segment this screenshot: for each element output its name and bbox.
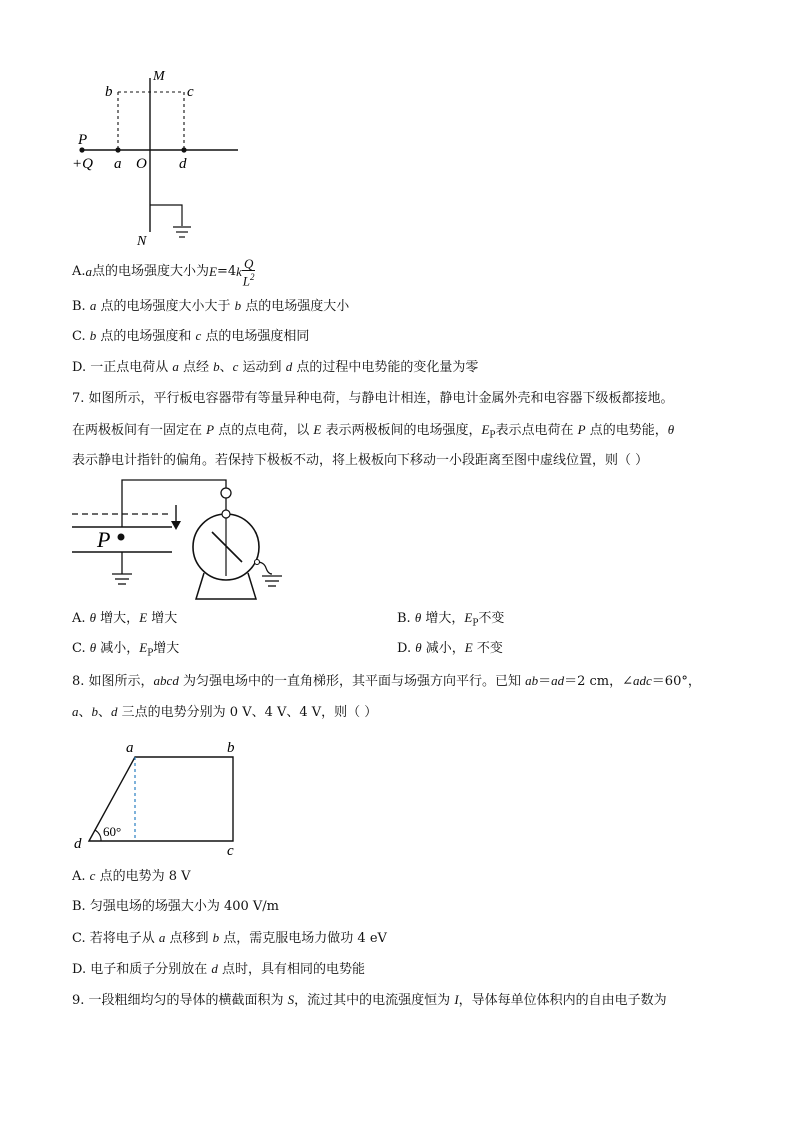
label-c: c	[187, 84, 194, 100]
label-angle-60: 60°	[103, 824, 122, 839]
q6-option-b: B. a 点的电场强度大小大于 b 点的电场强度大小	[72, 298, 350, 314]
q7-option-c: C. θ 减小，$E_P$增大	[72, 640, 180, 659]
q6-option-d: D. 一正点电荷从 a 点经 b、c 运动到 d 点的过程中电势能的变化量为零	[72, 359, 479, 375]
fraction-q-over-l2: $\frac{Q}{L^2}$	[242, 255, 255, 289]
label-a-fig8: a	[126, 740, 134, 756]
q8-option-a: A. c 点的电势为 8 V	[72, 868, 191, 884]
q8-option-b: B. 匀强电场的场强大小为 400 V/m	[72, 899, 279, 914]
q9-stem-line1: 9. 一段粗细均匀的导体的横截面积为 S，流过其中的电流强度恒为 I，导体每单位体积内的自由电子数为	[72, 992, 667, 1008]
q7-stem-line2: 在两极板间有一固定在 P 点的点电荷，以 E 表示两极板间的电场强度，$E_P$表示点电荷在 P 点的电势能，θ	[72, 422, 675, 441]
angle-arc	[95, 830, 101, 841]
q7-option-d: D. θ 减小，E 不变	[397, 640, 503, 656]
q8-stem-line1: 8. 如图所示，abcd 为匀强电场中的一直角梯形，其平面与场强方向平行。已知 ab＝ad＝2 cm，∠adc＝60°，	[72, 673, 701, 689]
q6-option-a: A. a 点的电场强度大小为 E =4 k $\frac{Q}{L^2}$	[72, 255, 255, 289]
label-n: N	[137, 234, 147, 249]
label-p-fig7: P	[97, 527, 111, 552]
q8-option-d: D. 电子和质子分别放在 d 点时，具有相同的电势能	[72, 961, 365, 977]
label-o: O	[136, 156, 147, 172]
label-b-fig8: b	[227, 740, 235, 756]
q8-stem-line2: a、b、d 三点的电势分别为 0 V、4 V、4 V，则（ ）	[72, 704, 378, 720]
label-b: b	[105, 84, 113, 100]
label-q: +Q	[72, 156, 93, 172]
label-d: d	[179, 156, 187, 172]
q7-option-a: A. θ 增大，E 增大	[72, 610, 178, 626]
q7-stem-line1: 7. 如图所示，平行板电容器带有等量异种电荷，与静电计相连，静电计金属外壳和电容器下级板都接地。	[72, 391, 674, 406]
label-p: P	[78, 132, 88, 148]
label-c-fig8: c	[227, 843, 234, 859]
q7-stem-line3: 表示静电计指针的偏角。若保持下极板不动，将上极板向下移动一小段距离至图中虚线位置，则（ ）	[72, 453, 649, 468]
label-a: a	[114, 156, 122, 172]
q8-option-c: C. 若将电子从 a 点移到 b 点，需克服电场力做功 4 eV	[72, 930, 387, 946]
q6-option-c: C. b 点的电场强度和 c 点的电场强度相同	[72, 328, 310, 344]
q7-option-b: B. θ 增大，$E_P$不变	[397, 610, 505, 629]
label-d-fig8: d	[74, 836, 82, 852]
label-m: M	[153, 69, 165, 84]
